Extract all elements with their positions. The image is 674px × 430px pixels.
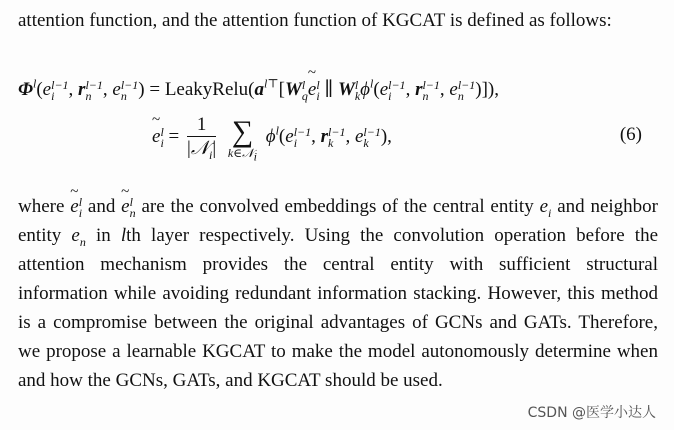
watermark: CSDN @医学小达人 [527,405,656,421]
paper-page [18,6,659,391]
equation-number: (6) [619,124,642,145]
equation-attention-score: $\Phi^l(e$ l−1 i , r l−1 n , e l−1 n ) = $LeakyRelu(a^{l⊤}[W$ l q ~ e l i ∥ W l k $\phi^l(e$ l−1 i , r l−1 n , e l−1 n )]), [18,78,499,102]
equation-convolved-embedding: ~ e l i = $\frac{1}{|𝒩_i|}$ ∑ k∈𝒩$_i$ $\phi^l(e$ l−1 i , r l−1 k , e l−1 k ), [152,114,392,178]
paragraph-explanation: where ~ e l i and ~ e l n are the convolved embeddings of the central entity $e_i$ and neighbor entity $e_n$ in lth layer respectively. Using the convolution operation before the attention mechanism provides the central entity with sufficient structural information while avoiding redundant information stacking. However, this method is a compromise between the original advantages of GCNs and GATs. Therefore, we propose a learnable KGCAT to make the model autonomously determine when and how the GCNs, GATs, and KGCAT should be used. [18,192,658,395]
paragraph-intro: attention function, and the attention function of KGCAT is defined as follows: [18,10,612,31]
